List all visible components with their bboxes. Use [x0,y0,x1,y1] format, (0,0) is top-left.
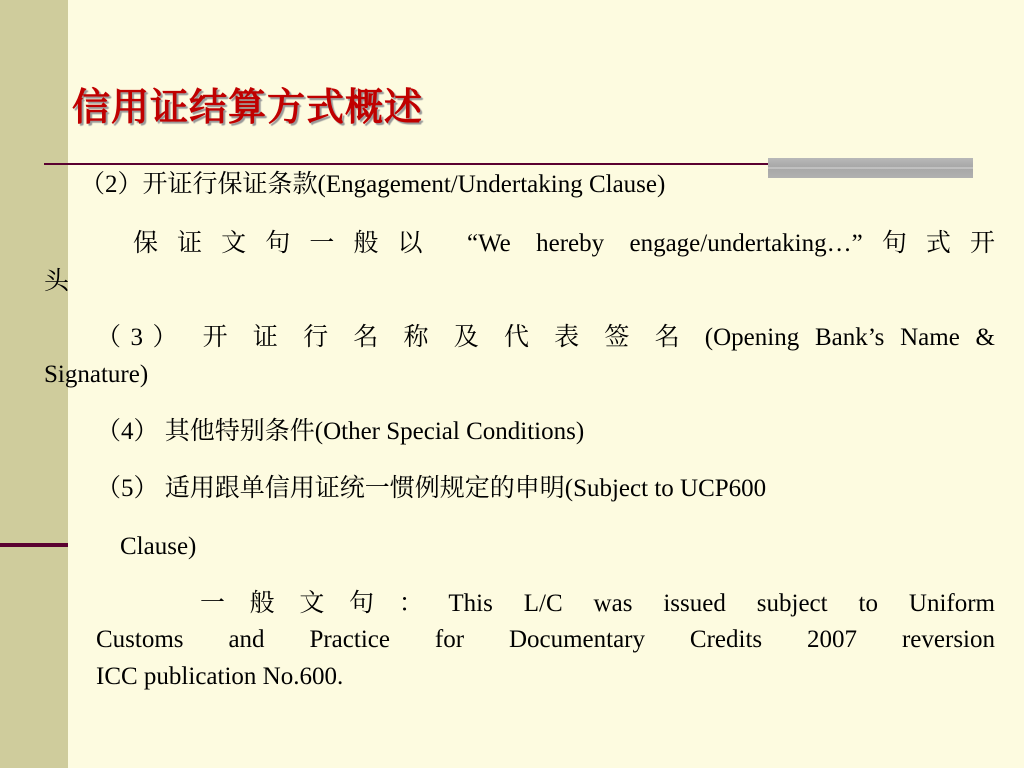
general-sentence-line3: ICC publication No.600. [96,663,344,690]
item-4: （4） 其他特别条件(Other Special Conditions) [96,418,585,445]
slide-title: 信用证结算方式概述 [72,85,424,129]
item-5-line1: （5） 适用跟单信用证统一惯例规定的申明(Subject to UCP600 [96,475,767,502]
item-2-number: （2） [80,171,143,198]
item-2-description-line1: 保证文句一般以 “We hereby engage/undertaking…”句式开 [133,230,995,257]
title-divider-bar [768,158,973,178]
item-2-heading [80,167,665,203]
general-sentence-line2: Customs and Practice for Documentary Credits 2007 reversion [96,626,995,653]
item-2-text: 开证行保证条款(Engagement/Undertaking Clause) [142,171,666,198]
left-accent-rule [0,543,68,547]
item-2-description-line2: 头 [44,268,70,295]
item-3-line1: （3） 开 证 行 名 称 及 代 表 签 名 (Opening Bank’s Name & [96,324,995,351]
item-3-line2: Signature) [44,361,149,388]
title-divider-line [44,163,774,165]
general-sentence-line1: 一般文句：This L/C was issued subject to Uniform [200,590,995,617]
item-5-line2: Clause) [120,533,197,560]
